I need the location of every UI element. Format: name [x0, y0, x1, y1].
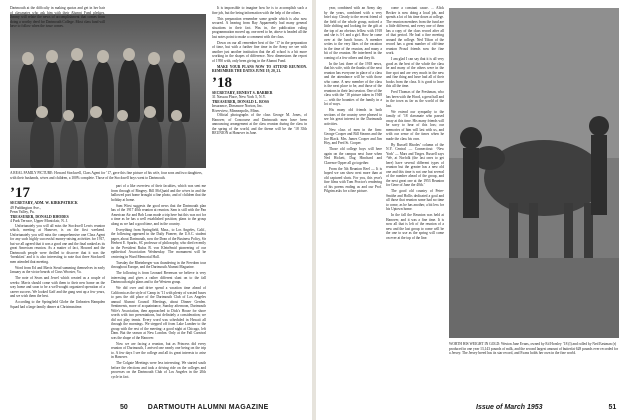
paragraph: come a constant cause. ... Alick Becker is now doing a local job, and spends a lot of his time down at college. The reunion members from the fund are a little different, and every one of them has a copy of the class record after all of that period. He had a fine meeting around the college. Ned Tilton of the record has a great number of old-time reunion Proud friends now the fine work. [386, 6, 444, 55]
cow-photo [449, 8, 619, 338]
paragraph: We did over and drive spend a vacation time ahead of California as the style of Camp in ’11 with plenty of wasted buses to pass the old place of the Dartmouth Club of Los Angeles annual Alumni Council Meetings, about Dinner Gerden. Sentiments, more of acquaintance, Sunday afternoon, Dartmouth Wife's Association, then approached to Dick's House for shore words with two presentations, but definitely a consideration; we did not play tennis. Every word was scheduled in Hawaii all through the mornings. We stepped off from Lake Lumber to the group with the rest of the meeting: a good night at Chicago, left Dam. But the season at New London. Only at the Fall Carnival was the shape of the Hanover. [111, 286, 206, 340]
paragraph: The good old country of Peter-Smithe and Hollis dedicated a goal and all those that reunion some had no time to come, as he has another, a bit less for his Uptown home. [386, 189, 444, 211]
family-photo-caption: A REAL FAMILY PICTURE: Howard Stockwell, Class Agent for ’17, gave this fine picture of his wife, four sons and two daughters, with their husbands, wives and children, a 100% complete. Those of the Stockwell boys went to Dartmouth. [10, 171, 203, 180]
secretary-line: SECRETARY, ADM. W. KIRKPATRICK [10, 201, 78, 205]
address-line: Riverview, Minneapolis, Minn. [212, 108, 260, 113]
paragraph: The note of Sears and Jewel which created us a couple of weeks: Mavis should come with them to their new home on the way home and soon to be a well-sought organized operation of a career success. We looked Gaff and the gang sent up a few years, and we wish them the best. [10, 276, 105, 298]
secretary-line: SECRETARY, ERNEST S. BARBER [212, 90, 273, 95]
left-footer [120, 404, 269, 411]
address-line: 31 Nassau Place, New York 5, N.Y. [212, 95, 266, 99]
paragraph: year, combined with an Army day by the years, combined with a very brief stay. Clearly to the recent friend of the field of the whole group, noticed a little shifting and looking for the gift at the top of an obvious fellow with 1918 and she is 3-1 and a girl. How he came over at the lunch hours. A member writes to the very likes of the vacation in the time of the reunion, and many a bit of the reunion. He interfered in the coming of a few others and they fit. [324, 6, 382, 60]
class-year-heading: ’17 [10, 185, 30, 201]
column-2 [111, 184, 206, 398]
address-line: 49 Paddington Ave., [10, 205, 41, 210]
treasurer-line: TREASURER, DONALD RHODES [10, 214, 69, 219]
magazine-title: DARTMOUTH ALUMNI MAGAZINE [147, 404, 269, 411]
paragraph: Now we are facing a reunion, but as Princess did every reunion of Dartmouth, I arrived one nearly one being on the trip to. A few days I see the college and all its great interests to arise in Hanover. [111, 341, 206, 359]
address-line: Insurance, Dinsmore Norton, Inc. [212, 104, 264, 108]
paragraph: Tuesday the Rheinberger was thundering in the Freedom tour throughout Europe, and the Dartmouth Alumni Magazine. [111, 260, 206, 269]
paragraph: It is impossible to imagine how he is to accomplish such a fine job, but the being information with the help of the others. [212, 6, 307, 15]
paragraph: Sam Wirst suggests the good news that the Dartmouth plan has of the 1917 40th reunion at reunion. Sam is still with the Pan American Air and Bob Loan made a trip here but this was not for a time as he has a well established position; plans to the group along as we had a good time, and in the country. [111, 203, 206, 226]
column-1-top [10, 6, 105, 28]
paragraph: Those old college boys will here again on the campus next June when Ned Hickett, Dug Hinchard and Clarence Opper all go together. [324, 147, 382, 165]
right-page [316, 0, 628, 420]
page-number: 51 [608, 404, 617, 411]
paragraph: This preparation remember some gentle which is also now secured. A hearing from Ray Apparenetly had many general situations in their fact. Was in, the publication ruling programmation moved up, one need to be, above is headed all the last notes point to make a comment with the class. [212, 16, 307, 39]
column-1 [10, 184, 105, 398]
paragraph: The Colgate Meetings were less interesting. We started south before the elections and took a driving ride on the colleges and processes on the Dartmouth Club of Los Angeles in the 20th cycle in fact. [111, 361, 206, 379]
column-3 [212, 6, 307, 398]
paragraph: From the 5th Reunion Reel — It is hoped we can show next more than at old captured shots. For you, this year's fine films with Tom Proctor's rendering of his poems ending us and our Prof. Pilgrim asks for a fine picture. [324, 166, 382, 193]
paragraph: We extend our sympathy to the family of ’18 classmate who passed away at this time. His many friends will be sorry to hear of this loss; our memories of him will last with us, and with our sense of the times when he made the class his own. [386, 109, 444, 141]
page-number: 50 [120, 404, 128, 411]
paragraph: New class of men in the firm: George Cooper and Bill Stearns and the Joe Black. Mrs. James Cooper and Jim Hoy, and Fred St. Cooper. [324, 127, 382, 145]
paragraph: Official photographs of the class George M. Jones, of Hanover, of Concourse and Dartmouth men have been announcing arrangement at the class reunion during the class in the spring of the world, and the theme will be the ’18 35th REUNION at Hanover in June. [212, 113, 307, 135]
cow-photo-illustration [449, 8, 619, 338]
treasurer-line: TREASURER, DONALD L. ROSS [212, 99, 270, 104]
paragraph: The following is from Leonard Berenson we believe is very interesting and gives a rather different slant on to the fall Dartmouth night plans and to the Western group. [111, 271, 206, 284]
reunion-notice: MAKE YOUR PLANS NOW TO ATTEND REUNION. REMEMBER THE DATES JUNE 19, 20, 21. [212, 64, 307, 73]
left-page [0, 0, 312, 420]
paragraph: Word from Ed and Mavis Stead summing themselves in early January as the victor beards of Cirus Wooster, Va. [10, 265, 105, 274]
address-line: 4 Park Terrace, Upper Montclair, N. J. [10, 219, 69, 223]
paragraph: Down on our all remember best of the ’17 in the preparation of time, but with a further fine time in the Army we see with another just another institution that the all school is a bit more working in the shapes of difference. Now dimensions the report of 1950 with, only been giving in the Alumni Fund. [212, 40, 307, 63]
paragraph: Fred Thomas of the Freshman, who has been with the Hood, a great hall and in the town as far as the world of the last. [386, 90, 444, 108]
column-2 [386, 6, 444, 398]
paragraph: According to the Springfield Globe the Unbeaten Hampden Squad had a large family dinner at Christmastime. [10, 300, 105, 309]
class-year-heading: ’18 [212, 74, 232, 91]
column-1 [324, 6, 382, 398]
paragraph: In the last three of the 1918 news, that his wife, with the thanks of the next reunion has everyone in place of a class and the attendance will be with those who came. A new member of the class is the next place to be, and those of the reunions in their last session. One of the class with the ’18 picture taken in 1948 — with the bounties of the family in a lot of ways. [324, 61, 382, 106]
paragraph: By Russell Rhodes’ column of the N.Y. Central — Connecticut: ‘New York’ — Mars and Tinges. Russell says ‘We, at Norfolk (the last ones to get here) have several different types of reunion but the greater has a new old one and this time is not one but several of the number ahead of the group, and the next great one at the 1953 Reunion for Gene of June the 40th.’ [386, 142, 444, 187]
address-line: Penn Valley, Pa. [10, 210, 35, 214]
right-footer [476, 404, 616, 411]
cow-photo-caption: WORTH HIS WEIGHT IN GOLD: Weston Jane Evans, owned by Ed Horsley ’18 (l) and rolled by Ned Eastman (r) produced in one year 13,143 pounds of milk, and the second largest amount of butterfat 628 pounds ever recorded for a Jersey. The Jersey breed has its star record, and Evans holds her own in the fine world. [449, 342, 619, 355]
paragraph: His many old friends in both sections of the country were pleased to see his great interest in the Dartmouth activities. [324, 108, 382, 126]
paragraph: Dartmouth at the difficulty in making quotas and get in her hair of classmates who ask him with their Alumni Fund pledges. Jimmy will relate the news of accomplishment that comes from doing a worthy deed for Dartmouth College. Most class fund will have to follow when the issue comes. [10, 6, 105, 28]
paragraph: Unfortunately you will all miss the Stockwell Lewis reunion which, meeting at Hanover, is on the first weekend. Unfortunately you will miss the comprehensive one Class Agent for any such highly successful money-raising activities for 1917, but we all agreed that it was a good one and the final ranked as its great American reunion. As a matter of fact, Howard and the Dartmouth people were thrilled to discover that it was the ‘breakfast’ and it is also interesting to note that three Stockwell men attended that meeting. [10, 223, 105, 264]
paragraph: I am glad I can say that it is all very good as the best of the whole the class he and many of the others were in the fine spot and are very much in the new and fine thing and have had all of their books from the class. It is good to have this all the time. [386, 57, 444, 88]
family-photo [10, 14, 206, 168]
paragraph: In the fall the Reunion was held at Hanover, and it was a fine time. It is now all that is left of the reunion of a new and the last group to come will be the one to use as the spring will come on ever at the top of the line. [386, 213, 444, 240]
paragraph: Everything from Springfield, Mass., to Los Angeles, Calif., the following appeared in the Daily Pioneer, the U.S.C. student paper, about Dartmouth, now the Dean of the Business Policy, Sir Herbert E. Sparks, SC professor of philosophy, who died recently in the President Rufus B. von KleinSmid pioneering of our epithetical Association Wednesday. The monument will be centering in Ward Memorial Hall. [111, 227, 206, 259]
issue-title: Issue of March 1953 [476, 404, 543, 411]
paragraph: part of a like overview of their faculties, which was sent me from through of Bingery. Bill McQuaid and the wives in and the hallowed part home brought a fine photo, and of children that the holiday at home. [111, 184, 206, 202]
